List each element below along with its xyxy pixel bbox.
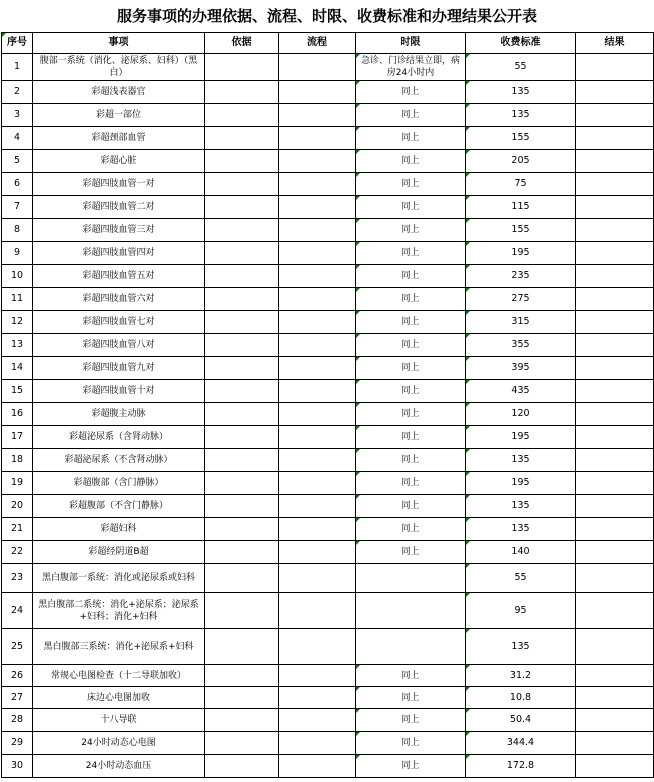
cell-fee: 155 <box>466 127 576 150</box>
cell-basis <box>205 54 279 81</box>
cell-item: 彩超四肢血管十对 <box>33 380 205 403</box>
cell-item: 彩超经阴道B超 <box>33 541 205 564</box>
cell-process <box>279 357 356 380</box>
cell-result <box>576 219 654 242</box>
header-row <box>2 33 654 54</box>
cell-process <box>279 265 356 288</box>
table-row <box>2 242 654 265</box>
cell-seq: 2 <box>2 81 33 104</box>
cell-item: 彩超心脏 <box>33 150 205 173</box>
fee-table <box>1 32 654 778</box>
cell-fee: 344.4 <box>466 732 576 755</box>
cell-seq: 29 <box>2 732 33 755</box>
cell-basis <box>205 311 279 334</box>
cell-seq: 11 <box>2 288 33 311</box>
cell-fee: 275 <box>466 288 576 311</box>
cell-result <box>576 709 654 732</box>
cell-time-limit: 同上 <box>356 219 466 242</box>
cell-time-limit: 同上 <box>356 334 466 357</box>
cell-process <box>279 593 356 629</box>
cell-item: 彩超颈部血管 <box>33 127 205 150</box>
header-result: 结果 <box>576 33 654 54</box>
table-row <box>2 219 654 242</box>
cell-basis <box>205 426 279 449</box>
cell-time-limit: 同上 <box>356 665 466 687</box>
cell-process <box>279 709 356 732</box>
cell-result <box>576 449 654 472</box>
cell-item: 彩超四肢血管九对 <box>33 357 205 380</box>
table-row <box>2 357 654 380</box>
cell-time-limit: 同上 <box>356 81 466 104</box>
cell-fee: 55 <box>466 564 576 593</box>
cell-basis <box>205 732 279 755</box>
cell-item: 24小时动态心电图 <box>33 732 205 755</box>
cell-result <box>576 541 654 564</box>
cell-time-limit: 同上 <box>356 196 466 219</box>
table-row <box>2 81 654 104</box>
cell-seq: 14 <box>2 357 33 380</box>
header-process: 流程 <box>279 33 356 54</box>
cell-result <box>576 380 654 403</box>
cell-basis <box>205 472 279 495</box>
cell-time-limit: 同上 <box>356 357 466 380</box>
cell-result <box>576 593 654 629</box>
cell-result <box>576 357 654 380</box>
cell-item: 黑白腹部三系统：消化+泌尿系+妇科 <box>33 629 205 665</box>
cell-process <box>279 219 356 242</box>
cell-seq: 1 <box>2 54 33 81</box>
cell-item: 床边心电图加收 <box>33 687 205 709</box>
cell-result <box>576 311 654 334</box>
cell-result <box>576 665 654 687</box>
cell-seq: 30 <box>2 755 33 778</box>
cell-fee: 135 <box>466 629 576 665</box>
cell-result <box>576 518 654 541</box>
cell-item: 黑白腹部一系统：消化或泌尿系或妇科 <box>33 564 205 593</box>
table-row <box>2 755 654 778</box>
cell-process <box>279 629 356 665</box>
cell-process <box>279 495 356 518</box>
cell-time-limit: 同上 <box>356 242 466 265</box>
cell-item: 黑白腹部二系统：消化+泌尿系；泌尿系+妇科；消化+妇科 <box>33 593 205 629</box>
cell-result <box>576 81 654 104</box>
cell-basis <box>205 495 279 518</box>
cell-item: 彩超四肢血管五对 <box>33 265 205 288</box>
cell-item: 彩超妇科 <box>33 518 205 541</box>
table-row <box>2 732 654 755</box>
cell-seq: 5 <box>2 150 33 173</box>
cell-time-limit: 同上 <box>356 311 466 334</box>
cell-fee: 55 <box>466 54 576 81</box>
page-title: 服务事项的办理依据、流程、时限、收费标准和办理结果公开表 <box>116 7 537 25</box>
table-row <box>2 541 654 564</box>
table-row <box>2 150 654 173</box>
cell-basis <box>205 288 279 311</box>
cell-seq: 20 <box>2 495 33 518</box>
cell-item: 十八导联 <box>33 709 205 732</box>
cell-basis <box>205 403 279 426</box>
cell-fee: 195 <box>466 426 576 449</box>
cell-time-limit: 同上 <box>356 732 466 755</box>
cell-basis <box>205 380 279 403</box>
cell-process <box>279 380 356 403</box>
cell-seq: 17 <box>2 426 33 449</box>
cell-process <box>279 288 356 311</box>
cell-fee: 435 <box>466 380 576 403</box>
cell-basis <box>205 687 279 709</box>
cell-basis <box>205 196 279 219</box>
cell-basis <box>205 150 279 173</box>
cell-fee: 135 <box>466 449 576 472</box>
cell-fee: 115 <box>466 196 576 219</box>
cell-seq: 22 <box>2 541 33 564</box>
table-row <box>2 629 654 665</box>
cell-fee: 205 <box>466 150 576 173</box>
table-row <box>2 687 654 709</box>
cell-result <box>576 265 654 288</box>
cell-result <box>576 54 654 81</box>
cell-process <box>279 311 356 334</box>
cell-fee: 135 <box>466 518 576 541</box>
cell-item: 彩超浅表器官 <box>33 81 205 104</box>
cell-fee: 140 <box>466 541 576 564</box>
cell-time-limit <box>356 629 466 665</box>
cell-item: 彩超四肢血管七对 <box>33 311 205 334</box>
cell-basis <box>205 104 279 127</box>
table-row <box>2 380 654 403</box>
cell-item: 彩超四肢血管四对 <box>33 242 205 265</box>
cell-time-limit: 同上 <box>356 265 466 288</box>
cell-seq: 23 <box>2 564 33 593</box>
cell-time-limit: 同上 <box>356 472 466 495</box>
cell-result <box>576 495 654 518</box>
cell-fee: 195 <box>466 472 576 495</box>
cell-seq: 18 <box>2 449 33 472</box>
table-row <box>2 196 654 219</box>
table-row <box>2 127 654 150</box>
cell-seq: 27 <box>2 687 33 709</box>
cell-result <box>576 755 654 778</box>
cell-basis <box>205 665 279 687</box>
cell-basis <box>205 518 279 541</box>
cell-seq: 12 <box>2 311 33 334</box>
cell-result <box>576 173 654 196</box>
cell-basis <box>205 755 279 778</box>
cell-fee: 31.2 <box>466 665 576 687</box>
cell-process <box>279 665 356 687</box>
cell-seq: 3 <box>2 104 33 127</box>
cell-fee: 135 <box>466 495 576 518</box>
cell-fee: 235 <box>466 265 576 288</box>
cell-time-limit: 同上 <box>356 687 466 709</box>
cell-fee: 75 <box>466 173 576 196</box>
cell-process <box>279 334 356 357</box>
cell-fee: 50.4 <box>466 709 576 732</box>
cell-item: 彩超四肢血管六对 <box>33 288 205 311</box>
table-row <box>2 54 654 81</box>
cell-process <box>279 687 356 709</box>
cell-seq: 25 <box>2 629 33 665</box>
table-row <box>2 426 654 449</box>
cell-time-limit: 同上 <box>356 173 466 196</box>
cell-item: 彩超泌尿系（不含肾动脉） <box>33 449 205 472</box>
header-time-limit: 时限 <box>356 33 466 54</box>
header-fee: 收费标准 <box>466 33 576 54</box>
cell-result <box>576 196 654 219</box>
cell-result <box>576 403 654 426</box>
cell-process <box>279 541 356 564</box>
cell-result <box>576 334 654 357</box>
cell-item: 彩超泌尿系（含肾动脉） <box>33 426 205 449</box>
cell-seq: 9 <box>2 242 33 265</box>
header-basis: 依据 <box>205 33 279 54</box>
cell-time-limit: 同上 <box>356 403 466 426</box>
header-item: 事项 <box>33 33 205 54</box>
cell-basis <box>205 242 279 265</box>
cell-item: 常规心电图检查（十二导联加收） <box>33 665 205 687</box>
cell-time-limit: 同上 <box>356 127 466 150</box>
table-row <box>2 709 654 732</box>
cell-result <box>576 150 654 173</box>
cell-result <box>576 564 654 593</box>
cell-result <box>576 687 654 709</box>
cell-basis <box>205 81 279 104</box>
header-seq: 序号 <box>2 33 33 54</box>
cell-process <box>279 196 356 219</box>
table-row <box>2 593 654 629</box>
cell-process <box>279 81 356 104</box>
cell-seq: 19 <box>2 472 33 495</box>
cell-item: 彩超四肢血管八对 <box>33 334 205 357</box>
cell-basis <box>205 173 279 196</box>
cell-fee: 135 <box>466 104 576 127</box>
table-row <box>2 564 654 593</box>
cell-result <box>576 472 654 495</box>
cell-process <box>279 472 356 495</box>
table-row <box>2 288 654 311</box>
cell-process <box>279 403 356 426</box>
cell-basis <box>205 219 279 242</box>
cell-seq: 8 <box>2 219 33 242</box>
cell-time-limit: 同上 <box>356 755 466 778</box>
cell-item: 彩超腹部（含门静脉） <box>33 472 205 495</box>
table-row <box>2 518 654 541</box>
table-row <box>2 472 654 495</box>
cell-fee: 120 <box>466 403 576 426</box>
cell-item: 彩超一部位 <box>33 104 205 127</box>
cell-seq: 15 <box>2 380 33 403</box>
cell-time-limit: 同上 <box>356 104 466 127</box>
cell-basis <box>205 541 279 564</box>
cell-result <box>576 127 654 150</box>
cell-process <box>279 755 356 778</box>
cell-seq: 28 <box>2 709 33 732</box>
cell-process <box>279 54 356 81</box>
cell-basis <box>205 334 279 357</box>
cell-seq: 24 <box>2 593 33 629</box>
cell-fee: 172.8 <box>466 755 576 778</box>
table-row <box>2 311 654 334</box>
cell-item: 腹部一系统（消化、泌尿系、妇科）（黑白） <box>33 54 205 81</box>
cell-time-limit: 同上 <box>356 380 466 403</box>
cell-item: 彩超四肢血管三对 <box>33 219 205 242</box>
cell-fee: 395 <box>466 357 576 380</box>
table-row <box>2 403 654 426</box>
cell-process <box>279 104 356 127</box>
table-body <box>2 54 654 778</box>
cell-basis <box>205 265 279 288</box>
cell-time-limit: 同上 <box>356 495 466 518</box>
cell-item: 彩超腹主动脉 <box>33 403 205 426</box>
cell-time-limit: 急诊、门诊结果立即，病房24小时内 <box>356 54 466 81</box>
cell-process <box>279 564 356 593</box>
cell-seq: 7 <box>2 196 33 219</box>
cell-process <box>279 173 356 196</box>
cell-result <box>576 426 654 449</box>
cell-item: 彩超四肢血管一对 <box>33 173 205 196</box>
cell-time-limit: 同上 <box>356 288 466 311</box>
cell-time-limit: 同上 <box>356 709 466 732</box>
table-row <box>2 334 654 357</box>
cell-fee: 10.8 <box>466 687 576 709</box>
cell-seq: 10 <box>2 265 33 288</box>
cell-item: 彩超四肢血管二对 <box>33 196 205 219</box>
cell-process <box>279 242 356 265</box>
cell-time-limit: 同上 <box>356 150 466 173</box>
cell-process <box>279 150 356 173</box>
cell-seq: 21 <box>2 518 33 541</box>
cell-fee: 155 <box>466 219 576 242</box>
cell-basis <box>205 564 279 593</box>
cell-time-limit <box>356 564 466 593</box>
cell-fee: 135 <box>466 81 576 104</box>
cell-seq: 4 <box>2 127 33 150</box>
cell-result <box>576 288 654 311</box>
cell-fee: 95 <box>466 593 576 629</box>
cell-fee: 355 <box>466 334 576 357</box>
cell-basis <box>205 357 279 380</box>
cell-seq: 6 <box>2 173 33 196</box>
table-row <box>2 495 654 518</box>
cell-time-limit: 同上 <box>356 426 466 449</box>
table-row <box>2 265 654 288</box>
cell-time-limit <box>356 593 466 629</box>
cell-item: 彩超腹部（不含门静脉） <box>33 495 205 518</box>
cell-process <box>279 518 356 541</box>
table-row <box>2 449 654 472</box>
cell-fee: 195 <box>466 242 576 265</box>
cell-seq: 16 <box>2 403 33 426</box>
cell-result <box>576 629 654 665</box>
cell-time-limit: 同上 <box>356 541 466 564</box>
table-row <box>2 104 654 127</box>
cell-basis <box>205 709 279 732</box>
cell-process <box>279 732 356 755</box>
cell-seq: 26 <box>2 665 33 687</box>
cell-result <box>576 104 654 127</box>
cell-time-limit: 同上 <box>356 518 466 541</box>
table-row <box>2 173 654 196</box>
cell-item: 24小时动态血压 <box>33 755 205 778</box>
cell-basis <box>205 127 279 150</box>
cell-time-limit: 同上 <box>356 449 466 472</box>
cell-result <box>576 732 654 755</box>
cell-basis <box>205 593 279 629</box>
cell-basis <box>205 629 279 665</box>
table-row <box>2 665 654 687</box>
cell-process <box>279 127 356 150</box>
cell-process <box>279 426 356 449</box>
cell-process <box>279 449 356 472</box>
cell-fee: 315 <box>466 311 576 334</box>
cell-basis <box>205 449 279 472</box>
cell-seq: 13 <box>2 334 33 357</box>
cell-result <box>576 242 654 265</box>
